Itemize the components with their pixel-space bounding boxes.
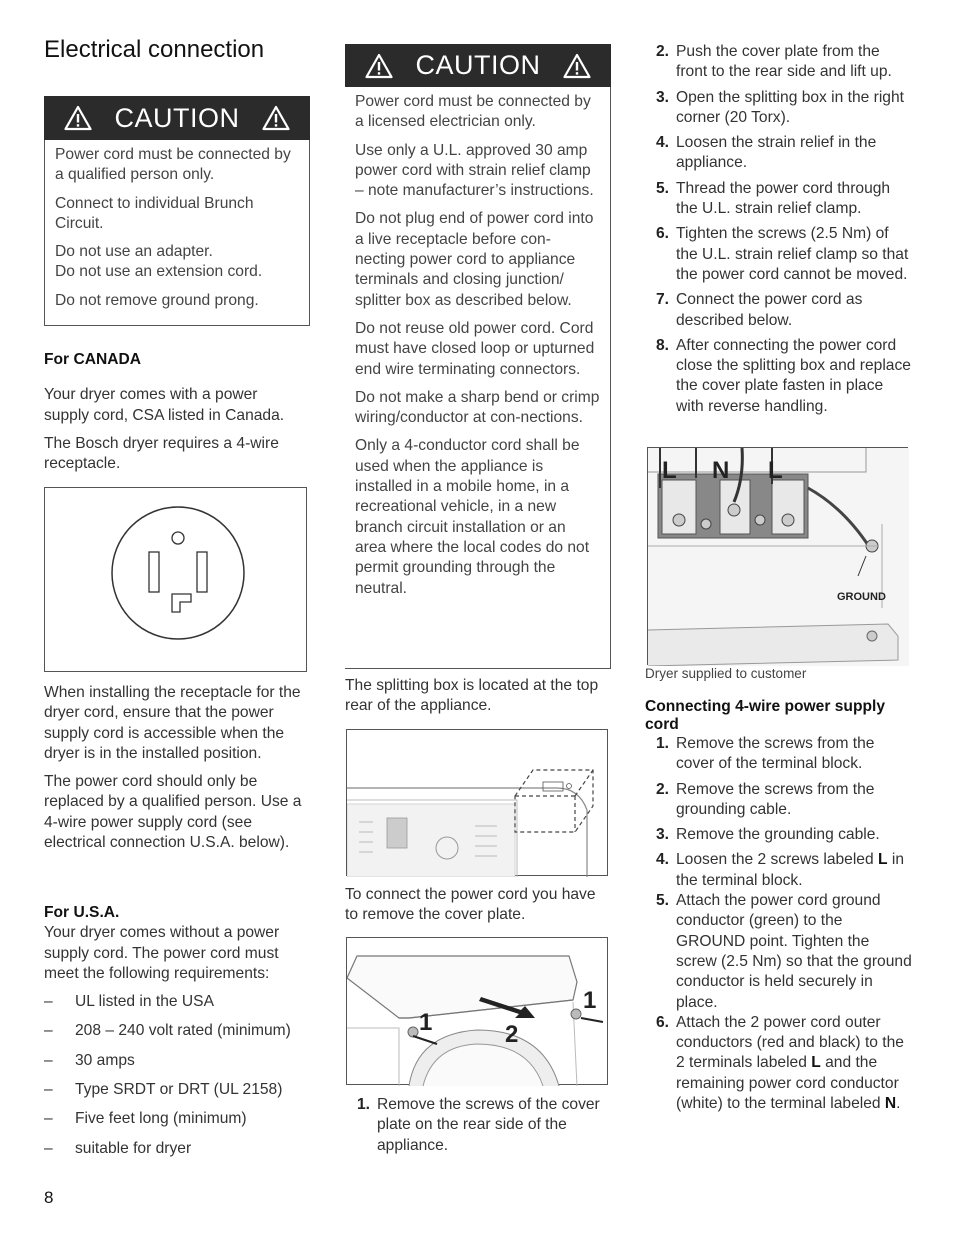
four-wire-heading: Connecting 4-wire power supply cord — [645, 698, 885, 733]
four-wire-section — [645, 698, 913, 1119]
caution-panel-1 — [44, 96, 310, 326]
body-text: The power cord should only be replaced by a qualified person. Use a 4-wire power supply cord (see electrical connection U.S.A. below). — [44, 773, 302, 852]
list-item — [644, 891, 913, 1013]
dryer-top-figure — [346, 729, 608, 876]
step-number: 2. — [656, 780, 670, 798]
terminal-block-figure — [647, 447, 908, 665]
splitting-box-text — [345, 676, 607, 725]
terminal-ref: L — [877, 851, 888, 869]
step-text: Attach the power cord ground conductor (green) to the GROUND point. Tighten the screw (2.5 Nm) so that the ground conductor is held securely in place. — [676, 892, 912, 1011]
caution-header — [44, 96, 310, 140]
step-number: 1. — [656, 735, 670, 752]
step-number: 5. — [656, 179, 670, 197]
terminal-ref: N — [884, 1095, 897, 1113]
warning-icon — [365, 53, 393, 79]
usa-heading: For U.S.A. — [44, 904, 120, 921]
figure-caption: Dryer supplied to customer — [645, 666, 807, 681]
cover-plate-removal-illustration — [347, 938, 609, 1086]
caution-text: Do not reuse old power cord. Cord must have closed loop or upturned end wire terminating connectors. — [355, 319, 595, 378]
dryer-splitting-box-illustration — [347, 730, 609, 877]
body-text: The splitting box is located at the top rear of the appliance. — [345, 677, 599, 715]
list-item: – 208 – 240 volt rated (minimum) — [44, 1021, 306, 1041]
terminal-label-n: N — [712, 457, 730, 484]
terminal-block-illustration — [648, 448, 909, 666]
warning-icon — [563, 53, 591, 79]
canada-text: Your dryer comes with a power supply cord, CSA listed in Canada. — [44, 386, 285, 424]
page-number: 8 — [44, 1188, 54, 1207]
list-item — [644, 825, 913, 845]
step-text: Remove the screws from the grounding cable. — [676, 780, 875, 818]
step-text: Open the splitting box in the right corner (20 Torx). — [676, 88, 904, 126]
step-text: Remove the grounding cable. — [676, 826, 880, 844]
canada-heading: For CANADA — [44, 351, 142, 368]
step-text: in the terminal block. — [676, 851, 904, 889]
list-item: – UL listed in the USA — [44, 992, 306, 1012]
step-text: and the remaining power cord conductor (white) to the terminal labeled — [676, 1054, 899, 1113]
step-text: Remove the screws from the cover of the terminal block. — [676, 735, 875, 773]
step-text: Remove the screws of the cover plate on the rear side of the appliance. — [377, 1096, 600, 1154]
caution-text: Do not use an adapter. — [55, 243, 213, 261]
list-item — [644, 780, 913, 821]
terminal-ref: L — [811, 1054, 821, 1072]
cover-plate-text — [345, 885, 607, 934]
list-item: – Type SRDT or DRT (UL 2158) — [44, 1080, 306, 1100]
canada-text: The Bosch dryer requires a 4-wire receptacle. — [44, 434, 279, 473]
step-number: 7. — [656, 291, 670, 309]
list-item — [644, 88, 912, 129]
caution-panel-2 — [345, 44, 611, 669]
step-1 — [345, 1095, 607, 1161]
step-number: 5. — [656, 892, 670, 910]
list-item: – suitable for dryer — [44, 1139, 306, 1159]
step-number: 2. — [656, 43, 670, 60]
installation-notes — [44, 683, 306, 861]
figure-label: 1 — [419, 1009, 433, 1036]
caution-text: Power cord must be connected by a qualified person only. — [55, 146, 291, 184]
list-item — [644, 850, 913, 891]
body-text: To connect the power cord you have to remove the cover plate. — [345, 886, 596, 924]
list-item — [644, 42, 912, 83]
caution-text: Do not make a sharp bend or crimp wiring/conductor at con-nections. — [355, 388, 600, 427]
caution-text: Do not plug end of power cord into a live receptacle before con-necting power cord to appliance terminals and closing junction/ splitter box as described below. — [355, 210, 594, 309]
canada-section — [44, 350, 306, 482]
terminal-label-l: L — [662, 457, 677, 484]
step-text: Connect the power cord as described below. — [676, 291, 863, 329]
warning-icon — [64, 105, 92, 131]
step-number: 3. — [656, 88, 670, 106]
step-text: Loosen the 2 screws labeled — [676, 851, 878, 869]
step-text: . — [896, 1095, 901, 1113]
usa-section — [44, 903, 306, 1168]
usa-intro: Your dryer comes without a power supply cord. The power cord must meet the following requirements: — [44, 924, 280, 982]
step-number: 6. — [656, 1013, 670, 1031]
list-item — [644, 734, 913, 775]
terminal-label-l: L — [768, 457, 783, 484]
caution-label: CAUTION — [415, 50, 541, 81]
figure-label: 1 — [583, 987, 597, 1014]
step-number: 8. — [656, 336, 670, 354]
caution-text: Connect to individual Brunch Circuit. — [55, 194, 254, 232]
ground-label: GROUND — [837, 591, 886, 603]
caution-text: Do not use an extension cord. — [55, 263, 263, 281]
caution-label: CAUTION — [114, 102, 240, 133]
step-text: Loosen the strain relief in the appliance. — [676, 134, 877, 172]
caution-text: Power cord must be connected by a licensed electrician only. — [355, 93, 591, 131]
list-item — [345, 1095, 607, 1156]
body-text: When installing the receptacle for the dryer cord, ensure that the power supply cord is accessible when the dryer is in the installed position. — [44, 684, 301, 762]
list-item: – Five feet long (minimum) — [44, 1109, 306, 1129]
step-text: Attach the 2 power cord outer conductors (red and black) to the 2 terminals labeled — [676, 1013, 904, 1072]
cover-steps — [644, 42, 912, 422]
caution-body — [44, 140, 310, 326]
step-text: Push the cover plate from the front to the rear side and lift up. — [676, 43, 892, 81]
list-item — [644, 290, 912, 331]
step-number: 3. — [656, 826, 670, 844]
figure-label: 2 — [505, 1021, 519, 1048]
step-number: 4. — [656, 134, 670, 152]
list-item: – 30 amps — [44, 1051, 306, 1071]
caution-body — [345, 87, 611, 669]
step-number: 1. — [357, 1096, 371, 1113]
receptacle-figure — [44, 487, 307, 672]
list-item — [644, 336, 912, 417]
page-title: Electrical connection — [44, 36, 265, 63]
list-item — [644, 133, 912, 174]
list-item — [644, 1013, 913, 1114]
step-number: 6. — [656, 225, 670, 243]
caution-header — [345, 44, 611, 87]
caution-text: Use only a U.L. approved 30 amp power cord with strain relief clamp – note manufacturer’s instructions. — [355, 141, 594, 200]
list-item — [644, 224, 912, 285]
warning-icon — [262, 105, 290, 131]
caution-text: Do not remove ground prong. — [55, 291, 259, 309]
receptacle-outlet-icon — [45, 488, 308, 673]
step-text: Tighten the screws (2.5 Nm) of the U.L. strain relief clamp so that the power cord cannot be moved. — [676, 225, 909, 283]
step-text: Thread the power cord through the U.L. strain relief clamp. — [676, 179, 891, 218]
caution-text: Only a 4-conductor cord shall be used when the appliance is installed in a mobile home, in a recreational vehicle, in a new branch circuit installation or an area where the local codes do not permit grounding through the neutral. — [355, 437, 590, 597]
step-text: After connecting the power cord close the splitting box and replace the cover plate fasten in place with reverse handling. — [676, 336, 911, 415]
step-number: 4. — [656, 851, 670, 869]
list-item — [644, 179, 912, 220]
requirements-list — [44, 992, 306, 1159]
cover-plate-figure — [346, 937, 608, 1085]
